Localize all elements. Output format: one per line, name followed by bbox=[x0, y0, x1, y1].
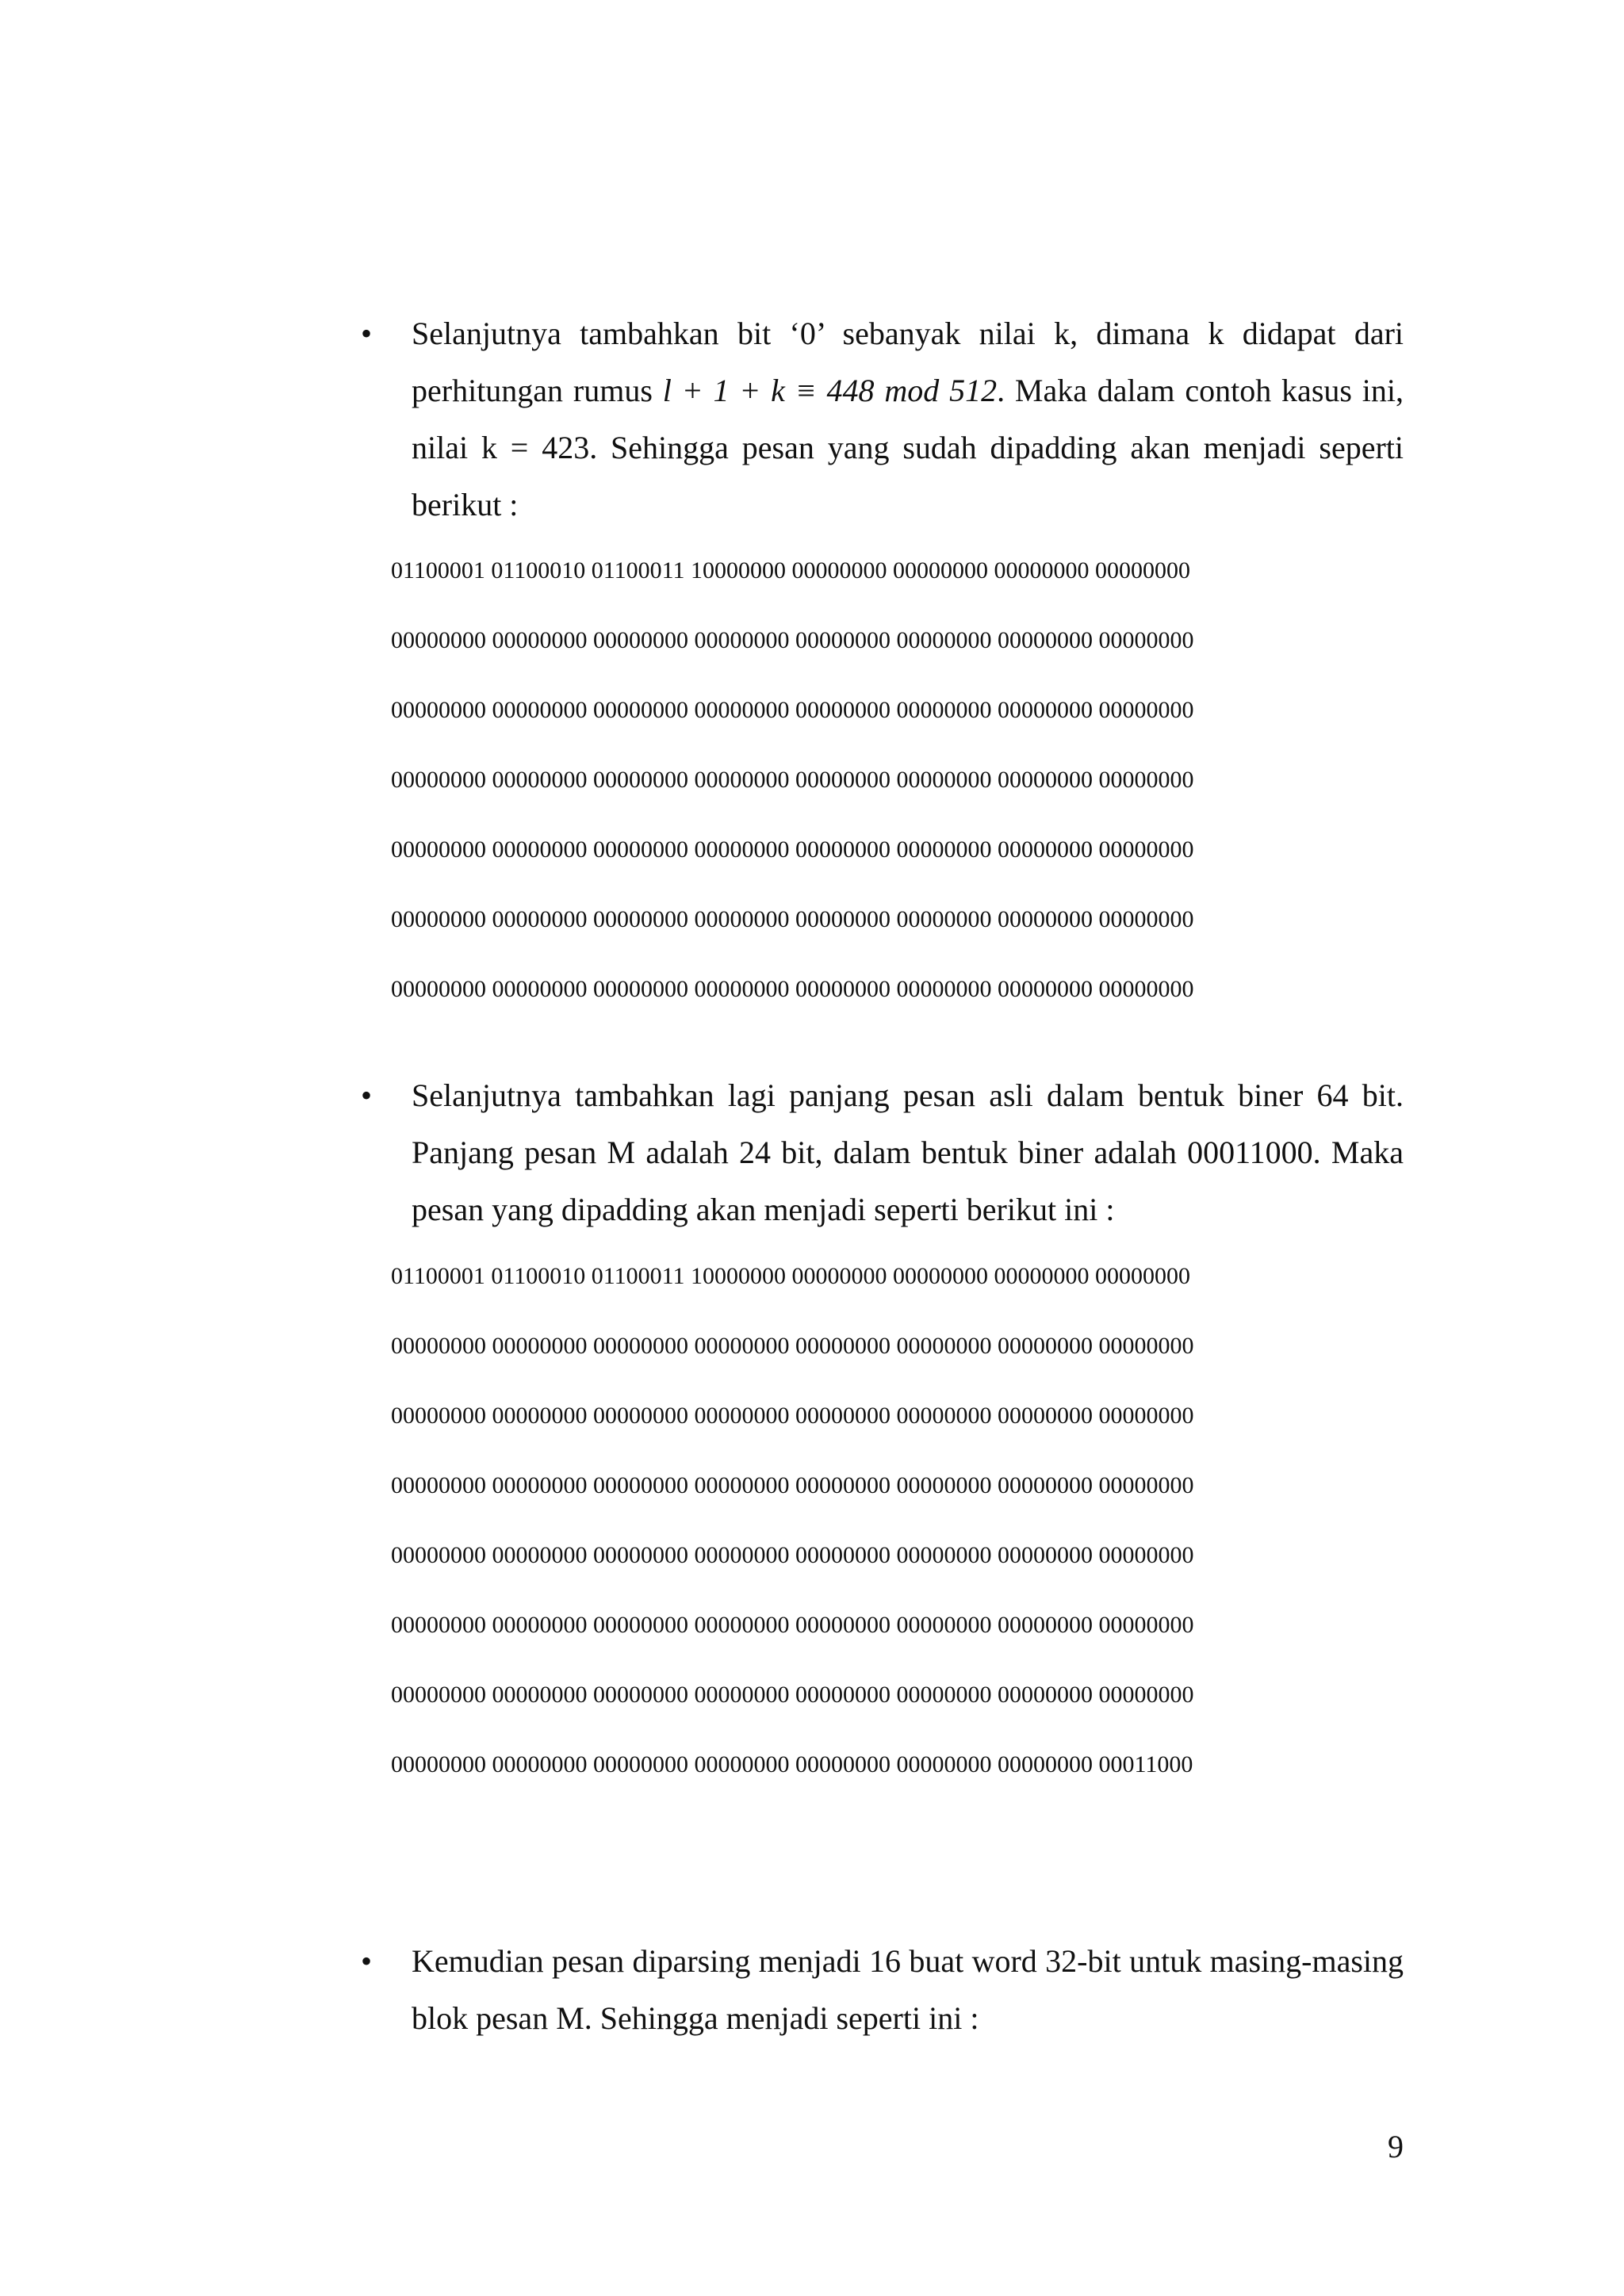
binary-line: 00000000 00000000 00000000 00000000 00000000 00000000 00000000 00011000 bbox=[391, 1751, 1193, 1777]
binary-line: 00000000 00000000 00000000 00000000 00000000 00000000 00000000 00000000 bbox=[391, 1612, 1194, 1638]
paragraph-padding-zeros bbox=[412, 305, 1404, 534]
paragraph-append-length: Selanjutnya tambahkan lagi panjang pesan asli dalam bentuk biner 64 bit. Panjang pesan M adalah 24 bit, dalam bentuk biner adalah 00011000. Maka pesan yang dipadding akan menjadi seperti berikut ini : bbox=[412, 1077, 1404, 1227]
bullet-icon: • bbox=[361, 1077, 373, 1113]
binary-line: 00000000 00000000 00000000 00000000 00000000 00000000 00000000 00000000 bbox=[391, 836, 1194, 863]
binary-block-padded bbox=[391, 536, 1382, 1024]
paragraph-parsing: Kemudian pesan diparsing menjadi 16 buat word 32-bit untuk masing-masing blok pesan M. Sehingga menjadi seperti ini : bbox=[412, 1943, 1404, 2036]
bullet-item-parsing bbox=[361, 1933, 1404, 2047]
paragraph-text-part-b: . Maka dalam contoh kasus ini, nilai k = 423. Sehingga pesan yang sudah dipadding akan menjadi seperti berikut : bbox=[412, 373, 1404, 522]
bullet-icon: • bbox=[361, 316, 373, 351]
binary-line: 00000000 00000000 00000000 00000000 00000000 00000000 00000000 00000000 bbox=[391, 976, 1194, 1002]
binary-line: 00000000 00000000 00000000 00000000 00000000 00000000 00000000 00000000 bbox=[391, 906, 1194, 932]
binary-line: 00000000 00000000 00000000 00000000 00000000 00000000 00000000 00000000 bbox=[391, 1333, 1194, 1359]
binary-line: 00000000 00000000 00000000 00000000 00000000 00000000 00000000 00000000 bbox=[391, 627, 1194, 653]
paragraph-text-part-a: Selanjutnya tambahkan bit ‘0’ sebanyak nilai k, dimana k didapat dari perhitungan rumus bbox=[412, 316, 1404, 408]
binary-line: 00000000 00000000 00000000 00000000 00000000 00000000 00000000 00000000 bbox=[391, 767, 1194, 793]
binary-line: 00000000 00000000 00000000 00000000 00000000 00000000 00000000 00000000 bbox=[391, 1542, 1194, 1568]
binary-line: 00000000 00000000 00000000 00000000 00000000 00000000 00000000 00000000 bbox=[391, 1682, 1194, 1708]
binary-line: 01100001 01100010 01100011 10000000 00000000 00000000 00000000 00000000 bbox=[391, 1263, 1191, 1289]
binary-line: 00000000 00000000 00000000 00000000 00000000 00000000 00000000 00000000 bbox=[391, 697, 1194, 723]
bullet-item-append-length bbox=[361, 1067, 1404, 1238]
binary-line: 01100001 01100010 01100011 10000000 00000000 00000000 00000000 00000000 bbox=[391, 557, 1191, 584]
bullet-item-padding-zeros bbox=[361, 305, 1404, 534]
formula-inline: l + 1 + k ≡ 448 mod 512 bbox=[662, 373, 998, 408]
page-number: 9 bbox=[1388, 2129, 1404, 2164]
bullet-icon: • bbox=[361, 1943, 373, 1979]
binary-line: 00000000 00000000 00000000 00000000 00000000 00000000 00000000 00000000 bbox=[391, 1402, 1194, 1429]
binary-block-final bbox=[391, 1242, 1382, 1800]
binary-line: 00000000 00000000 00000000 00000000 00000000 00000000 00000000 00000000 bbox=[391, 1472, 1194, 1498]
